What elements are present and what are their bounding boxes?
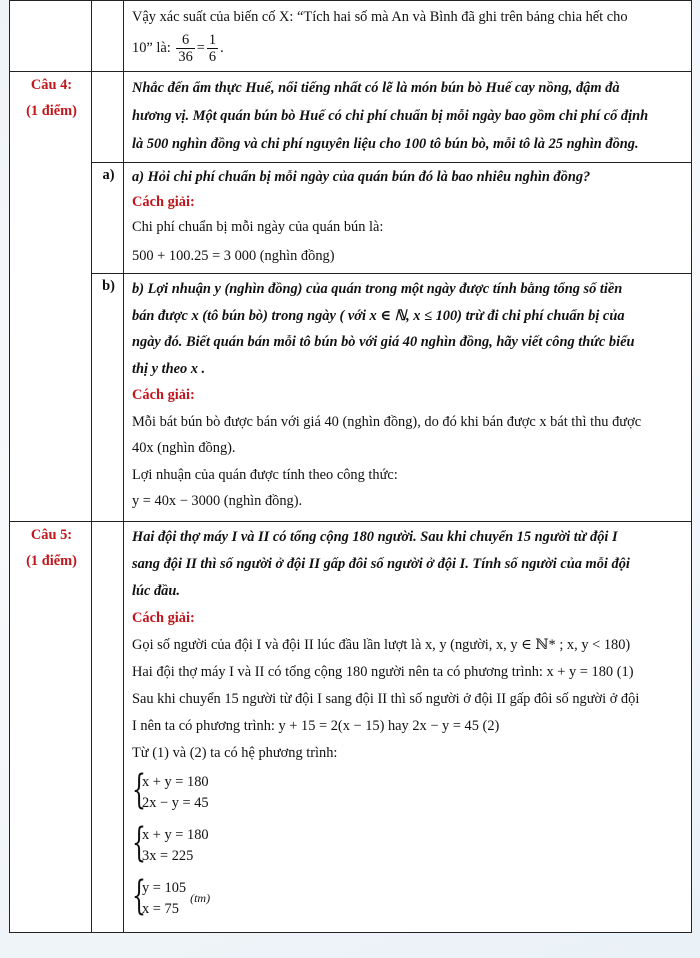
q4-intro-part-cell [92,72,124,163]
q3-label-cell [10,1,92,72]
q5-question-line: sang đội II thì số người ở đội II gấp đôi số người ở đội I. Tính số người của mỗi đội [132,555,630,572]
q4b-solution-line: Lợi nhuận của quán được tính theo công thức: [132,466,398,483]
q5-cell [124,521,692,932]
q5-points: (1 điểm) [26,552,77,569]
q4a-question: a) Hỏi chi phí chuẩn bị mỗi ngày của quán bún đó là bao nhiêu nghìn đồng? [132,169,591,185]
equation-system-3 [132,873,685,926]
q3-tail-row [10,1,692,72]
q4b-question-line: b) Lợi nhuận y (nghìn đồng) của quán trong một ngày được tính bằng tổng số tiền [132,281,623,297]
q4a-solution-line: 500 + 100.25 = 3 000 (nghìn đồng) [132,248,335,264]
solution-table [9,0,692,933]
q4-intro-line: là 500 nghìn đồng và chi phí nguyên liệu cho 100 tô bún bò, mỗi tô là 25 nghìn đồng. [132,136,639,152]
q5-method-heading: Cách giải: [132,609,195,626]
q5-label-cell [10,521,92,932]
q5-solution-line: I nên ta có phương trình: y + 15 = 2(x − 15) hay 2x − y = 45 (2) [132,717,500,734]
q4-intro-line: hương vị. Một quán bún bò Huế có chi phí chuẩn bị mỗi ngày bao gồm chi phí cố định [132,108,649,124]
q5-question-line: Hai đội thợ máy I và II có tổng cộng 180 người. Sau khi chuyển 15 người từ đội I [132,528,618,545]
q4-intro-cell [124,72,692,163]
q4a-cell [124,163,692,274]
system-equation: x + y = 180 [142,826,209,843]
q3-conclusion-cell [124,1,692,72]
q4b-question-line: thị y theo x . [132,360,206,377]
q4-intro-row [10,72,692,163]
q4b-question-line: bán được x (tô bún bò) trong ngày ( với x ∈ ℕ, x ≤ 100) trừ đi chi phí chuẩn bị của [132,307,625,324]
system-equation: x = 75 [142,900,179,917]
q5-solution-line: Từ (1) và (2) ta có hệ phương trình: [132,744,338,761]
q4b-part-label: b) [92,274,124,522]
equation-system-2 [132,820,685,873]
q4b-solution-line: Mỗi bát bún bò được bán với giá 40 (nghìn đồng), do đó khi bán được x bát thì thu được [132,413,642,430]
q4-intro-line: Nhắc đến ẩm thực Huế, nổi tiếng nhất có lẽ là món bún bò Huế cay nồng, đậm đà [132,80,620,96]
q4a-method-heading: Cách giải: [132,194,195,210]
q5-row [10,521,692,932]
q4b-row [10,274,692,522]
satisfies-note: (tm) [190,890,211,905]
q4a-row [10,163,692,274]
q4a-part-label: a) [92,163,124,274]
q5-solution-line: Gọi số người của đội I và đội II lúc đầu lần lượt là x, y (người, x, y ∈ ℕ* ; x, y < 180) [132,636,631,653]
system-equation: y = 105 [142,879,187,896]
q5-question-line: lúc đầu. [132,582,180,599]
q3-conclusion-line2: 10” là: $\frac{6}{36}$ = $\frac{1}{6}$ . [132,32,224,66]
q4b-solution-line: y = 40x − 3000 (nghìn đồng). [132,493,303,509]
q4b-cell [124,274,692,522]
q4b-solution-line: 40x (nghìn đồng). [132,440,236,456]
system-equation: 3x = 225 [142,847,194,864]
q4-label-cell [10,72,92,522]
system-equation: 2x − y = 45 [142,794,209,811]
q3-conclusion-prefix: 10” là: [132,40,171,56]
q4a-solution-line: Chi phí chuẩn bị mỗi ngày của quán bún là: [132,219,384,235]
fraction-6-36: $\frac{6}{36}$ [178,32,193,66]
left-brace-icon: { [132,766,146,813]
system-equation: x + y = 180 [142,773,209,790]
q5-solution-line: Hai đội thợ máy I và II có tổng cộng 180 người nên ta có phương trình: x + y = 180 (1) [132,663,634,680]
q4b-question-line: ngày đó. Biết quán bán mỗi tô bún bò với giá 40 nghìn đồng, hãy viết công thức biểu [132,334,635,350]
q5-solution-line: Sau khi chuyển 15 người từ đội I sang đội II thì số người ở đội II gấp đôi số người ở đội [132,690,640,707]
q4-points: (1 điểm) [26,103,77,119]
q3-part-cell [92,1,124,72]
left-brace-icon: { [132,819,146,866]
fraction-1-6: $\frac{1}{6}$ [208,32,217,66]
q5-part-cell [92,521,124,932]
q5-label: Câu 5: [30,526,73,543]
q4-label: Câu 4: [30,77,73,93]
equation-system-1 [132,767,685,820]
left-brace-icon: { [132,872,146,919]
q3-conclusion-line1: Vậy xác suất của biến cố X: “Tích hai số mà An và Bình đã ghi trên bảng chia hết cho [132,9,628,25]
q4b-method-heading: Cách giải: [132,387,195,403]
